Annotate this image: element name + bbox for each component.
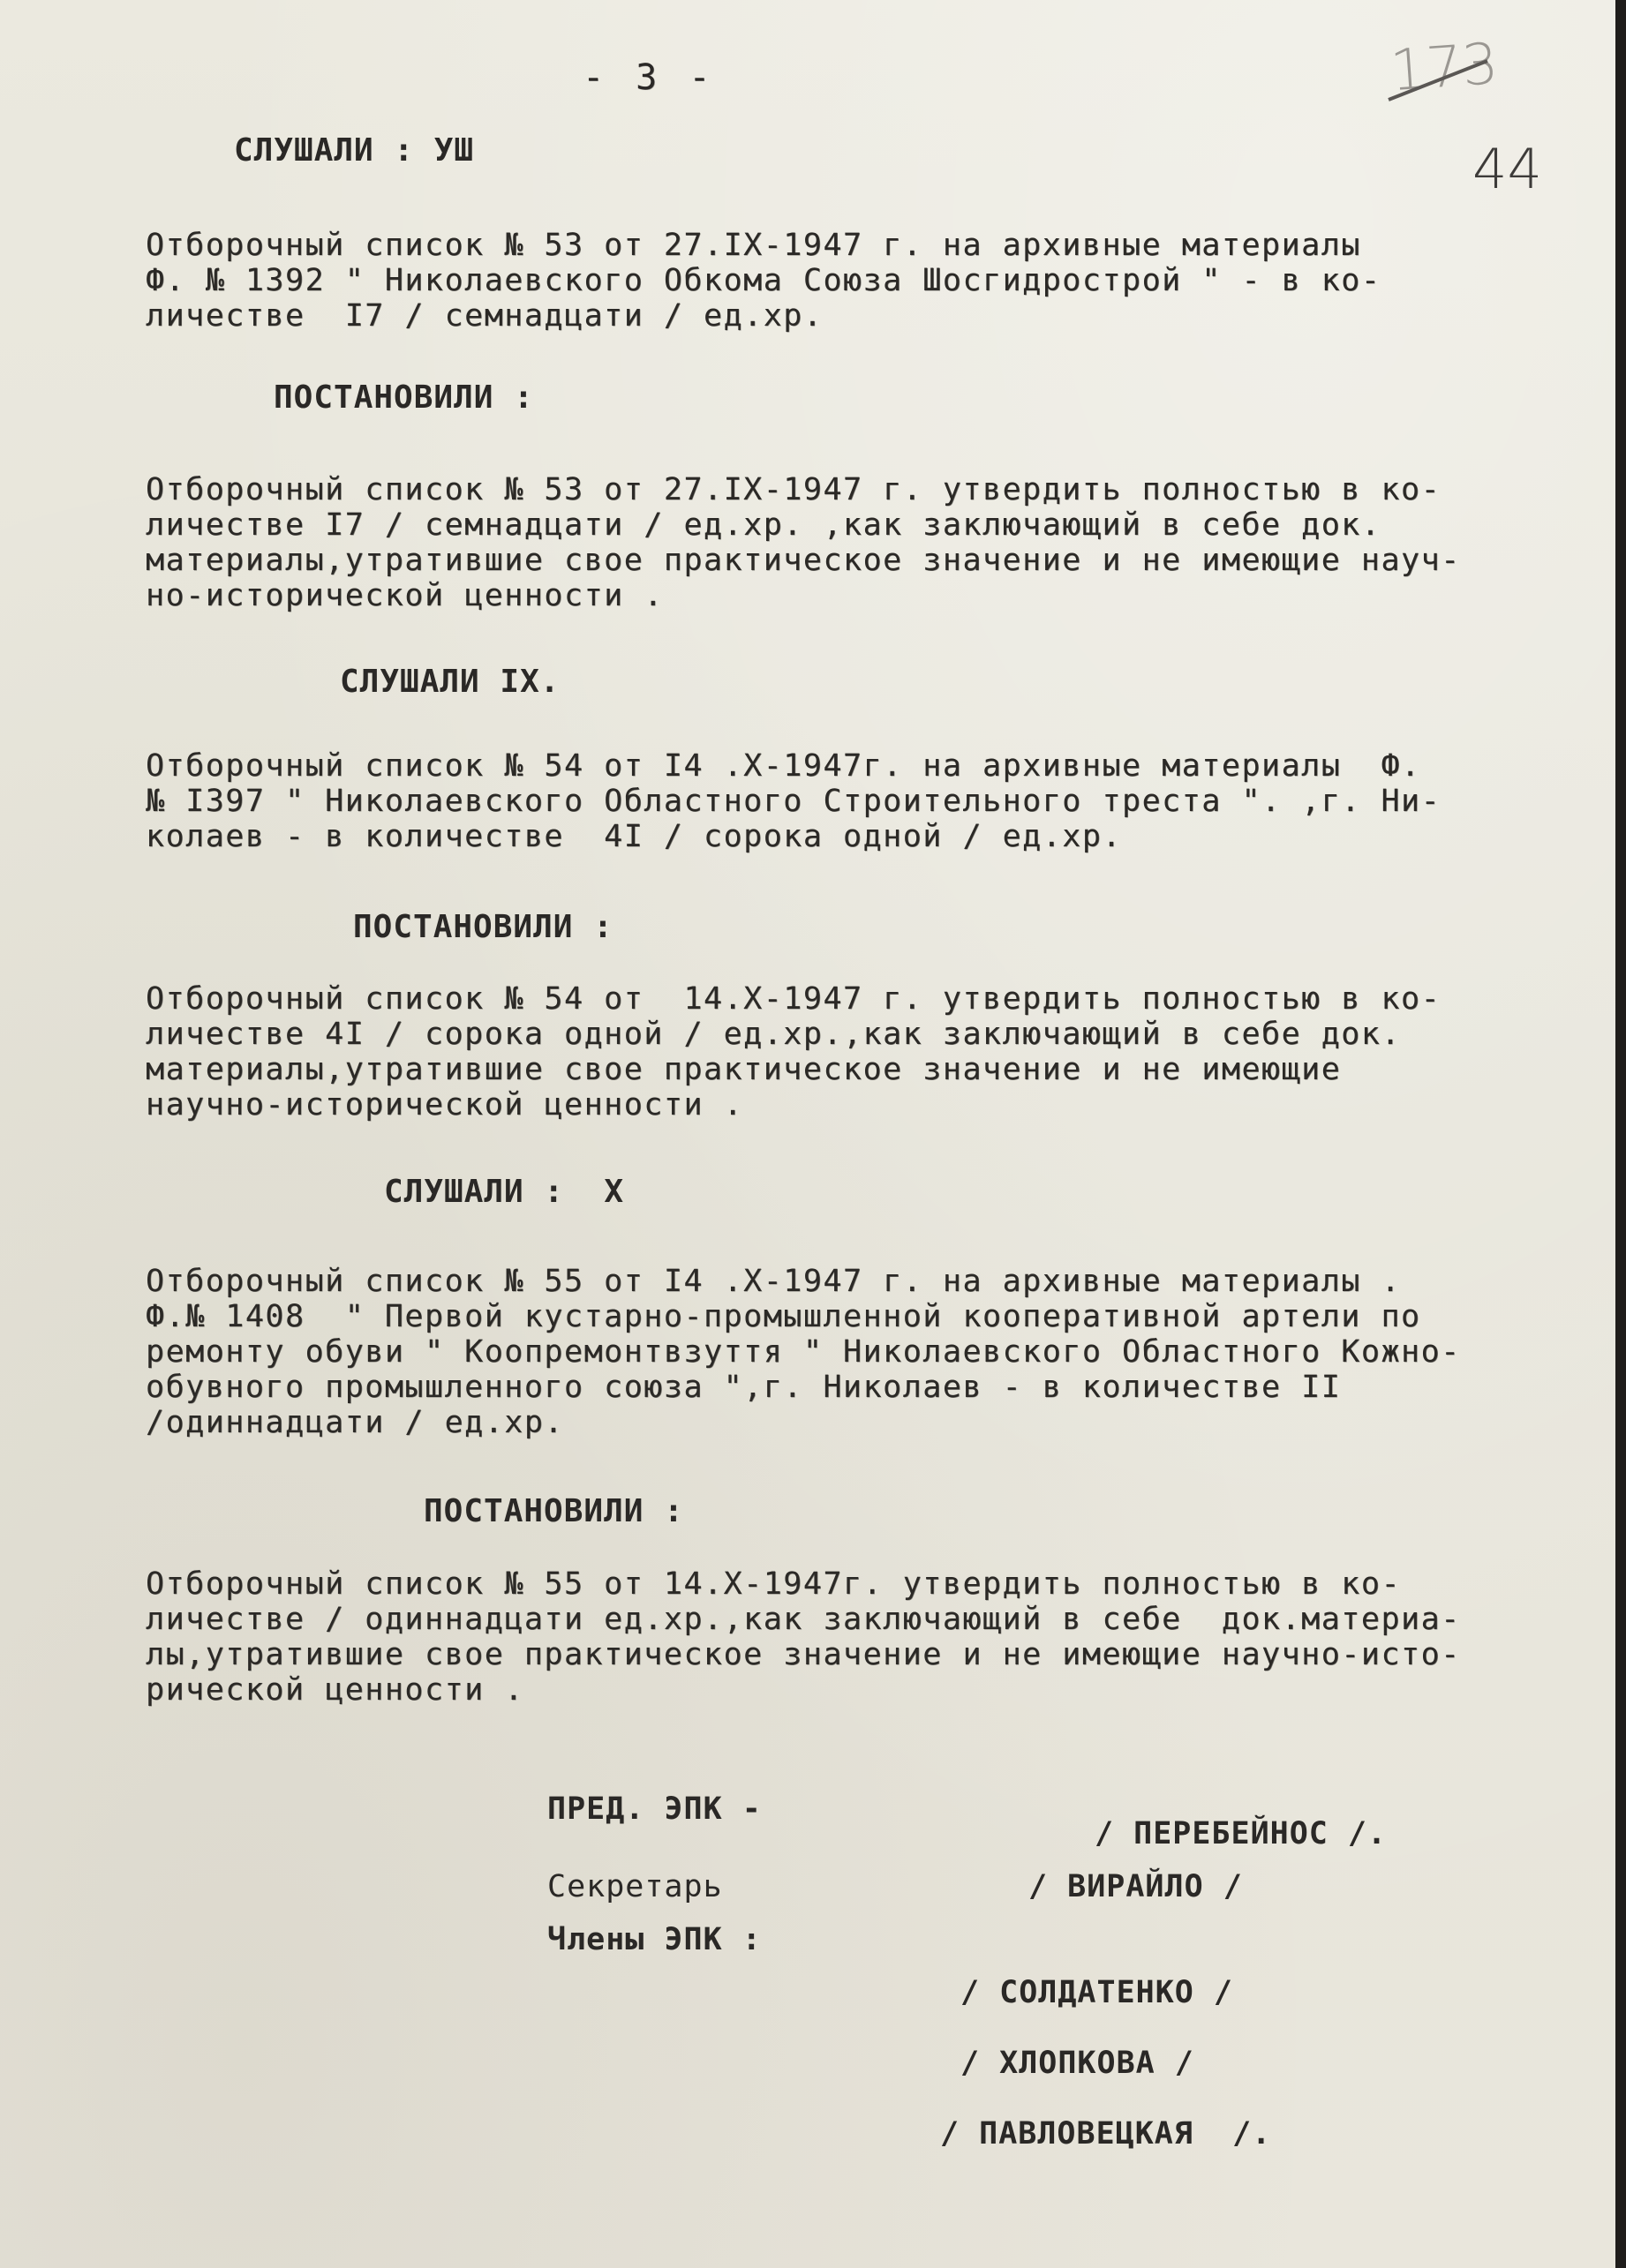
text-line: личестве I7 / семнадцати / ед.хр. [146,298,824,334]
text-line: рической ценности . [146,1672,524,1708]
text-line: материалы,утратившие свое практическое значение и не имеющие [146,1052,1342,1087]
text-line: личестве I7 / семнадцати / ед.хр. ,как заключающий в себе док. [146,507,1381,543]
text-line: но-исторической ценности . [146,578,664,613]
section-heading-resolved-10: ПОСТАНОВИЛИ : [424,1493,684,1529]
section-heading-heard-10: СЛУШАЛИ : X [384,1174,625,1210]
folio-number-crossed: 173 [1388,31,1501,105]
chair-label: ПРЕД. ЭПК - [547,1791,762,1827]
member-name: / ПАВЛОВЕЦКАЯ /. [940,2116,1272,2152]
text-line: Отборочный список № 54 от I4 .X-1947г. на архивные материалы Ф. [146,748,1421,784]
text-line: обувного промышленного союза ",г. Николаев - в количестве II [146,1370,1342,1405]
text-line: личестве 4I / сорока одной / ед.хр.,как заключающий в себе док. [146,1017,1402,1052]
text-line: научно-исторической ценности . [146,1087,744,1123]
secretary-name: / ВИРАЙЛО / [1028,1869,1243,1904]
member-name: / ХЛОПКОВА / [960,2046,1194,2081]
text-line: Отборочный список № 55 от I4 .X-1947 г. на архивные материалы . [146,1264,1402,1299]
text-line: Ф. № 1392 " Николаевского Обкома Союза Шосгидрострой " - в ко- [146,263,1381,298]
text-line: /одиннадцати / ед.хр. [146,1405,565,1440]
section-text-resolved-8 [146,472,1593,613]
text-line: материалы,утратившие свое практическое значение и не имеющие науч- [146,543,1461,578]
section-heading-resolved-8: ПОСТАНОВИЛИ : [274,379,534,416]
section-heading-resolved-9: ПОСТАНОВИЛИ : [353,909,614,945]
page-number: - 3 - [583,57,716,98]
text-line: ремонту обуви " Коопремонтвзуття " Николаевского Областного Кожно- [146,1334,1461,1370]
chair-name: / ПЕРЕБЕЙНОС /. [1095,1816,1388,1851]
text-line: лы,утратившие свое практическое значение и не имеющие научно-исто- [146,1637,1461,1672]
text-line: Отборочный список № 55 от 14.X-1947г. утвердить полностью в ко- [146,1566,1402,1602]
strike-through-mark [1381,49,1496,110]
text-line: Отборочный список № 53 от 27.IX-1947 г. утвердить полностью в ко- [146,472,1442,507]
section-text-resolved-9 [146,981,1593,1123]
member-name: / СОЛДАТЕНКО / [960,1975,1234,2010]
section-heading-heard-8: СЛУШАЛИ : УШ [234,132,475,169]
section-heading-heard-9: СЛУШАЛИ IX. [340,664,561,700]
text-line: Отборочный список № 53 от 27.IX-1947 г. на архивные материалы [146,228,1361,263]
scan-edge [1615,0,1626,2268]
section-text-resolved-10 [146,1566,1593,1708]
text-line: Отборочный список № 54 от 14.X-1947 г. утвердить полностью в ко- [146,981,1442,1017]
section-text-heard-9 [146,748,1593,854]
text-line: колаев - в количестве 4I / сорока одной / ед.хр. [146,819,1123,854]
text-line: № I397 " Николаевского Областного Строительного треста ". ,г. Ни- [146,784,1442,819]
section-text-heard-10 [146,1264,1593,1440]
text-line: личестве / одиннадцати ед.хр.,как заключающий в себе док.материа- [146,1602,1461,1637]
members-label: Члены ЭПК : [547,1922,762,1957]
folio-number: 44 [1472,137,1542,201]
section-text-heard-8 [146,228,1593,334]
text-line: Ф.№ 1408 " Первой кустарно-промышленной кооперативной артели по [146,1299,1421,1334]
secretary-label: Секретарь [547,1869,723,1904]
